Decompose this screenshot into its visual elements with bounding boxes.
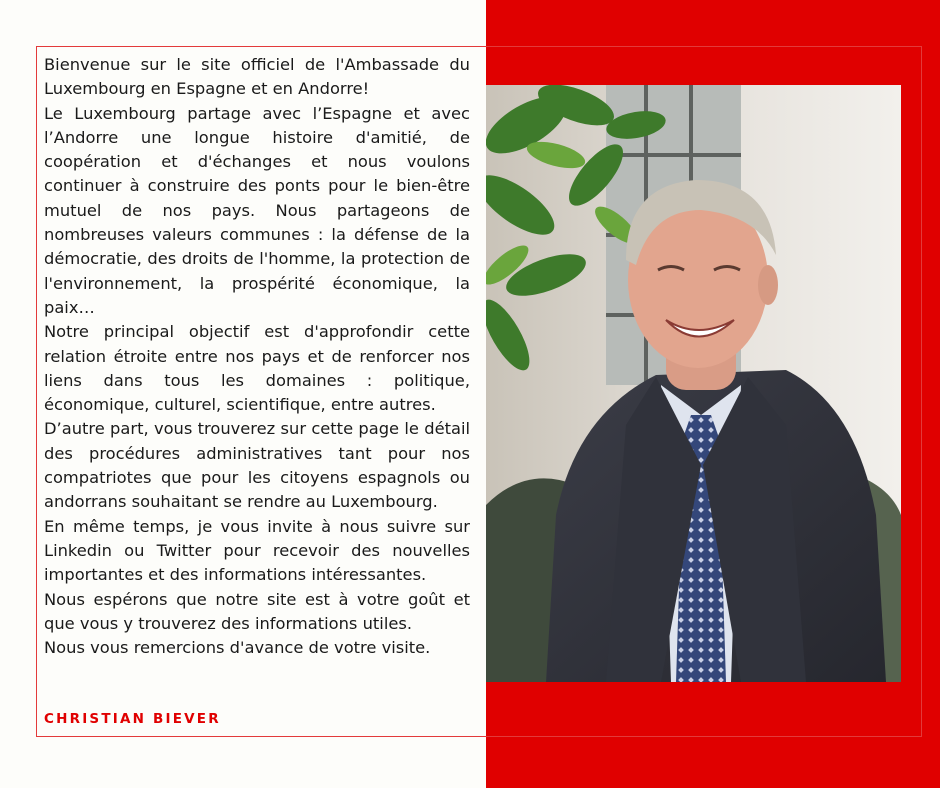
paragraph-friendship: Le Luxembourg partage avec l’Espagne et avec l’Andorre une longue histoire d'amitié, de coopération et d'échanges et nous voulons continuer à construire des ponts pour le bien-être mutuel de nos pays. Nous partageons de nombreuses valeurs communes : la défense de la démocratie, des droits de l'homme, la protection de l'environnement, la prospérité économique, la paix… (44, 103, 470, 317)
paragraph-social: En même temps, je vous invite à nous suivre sur Linkedin ou Twitter pour recevoir des nouvelles importantes et des informations intéressantes. (44, 516, 470, 585)
paragraph-objective: Notre principal objectif est d'approfondir cette relation étroite entre nos pays et de renforcer nos liens dans tous les domaines : politique, économique, culturel, scientifique, entre autres. (44, 322, 470, 415)
paragraph-procedures: D’autre part, vous trouverez sur cette page le détail des procédures administratives tant pour nos compatriotes que pour les citoyens espagnols ou andorrans souhaitant se rendre au Luxembourg. (44, 419, 470, 512)
paragraph-hope: Nous espérons que notre site est à votre goût et que vous y trouverez des informations utiles. (44, 589, 470, 633)
paragraph-welcome: Bienvenue sur le site officiel de l'Ambassade du Luxembourg en Espagne et en Andorre! (44, 55, 470, 99)
signature-name: CHRISTIAN BIEVER (44, 711, 221, 727)
portrait-photo (486, 85, 901, 682)
welcome-message (44, 53, 470, 660)
paragraph-thanks: Nous vous remercions d'avance de votre visite. (44, 638, 431, 658)
